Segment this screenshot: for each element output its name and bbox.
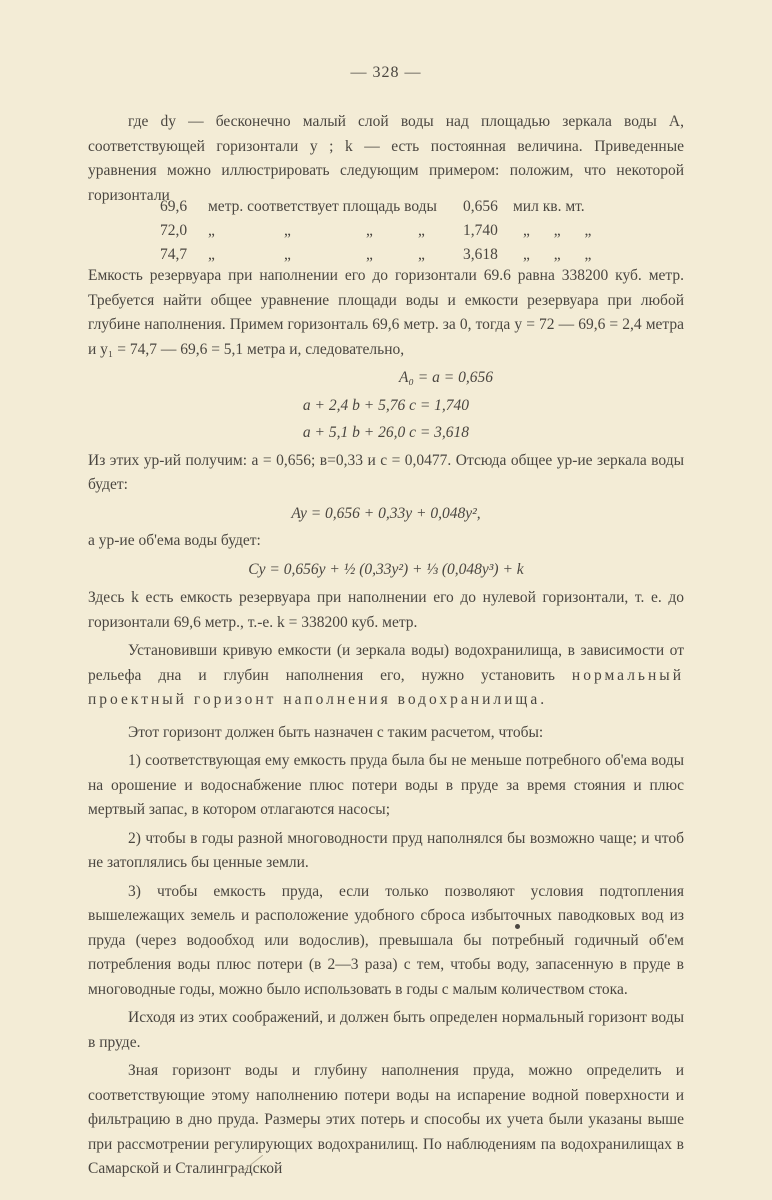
ditto-mark: „ [418,222,425,239]
unit-ditto: „ „ „ [523,246,602,263]
paragraph-volume-intro: а ур-ие об'ема воды будет: [88,532,261,549]
spaced-emphasis: нормальный проектный горизонт наполнения водохранилища. [88,666,685,708]
ditto-mark: „ [284,222,291,239]
paragraph-definition: где dy — бесконечно малый слой воды над площадью зеркала воды A, соответствующей горизонтали y ; k — есть постоянная величина. Приведенные уравнения можно иллюстрировать следующим примером: положим, что некоторой горизонтали [88,113,684,204]
ink-dot [515,924,520,929]
paragraph-k-definition: Здесь k есть емкость резервуара при наполнении его до нулевой горизонтали, т. е. до горизонтали 69,6 метр., т.-е. k = 338200 куб. метр. [88,589,684,631]
paragraph-normal-horizon [88,639,684,713]
paragraph-conditions-intro: Этот горизонт должен быть назначен с таким расчетом, чтобы: [128,723,544,741]
text-block-1 [88,110,684,208]
equation-volume: Cy = 0,656y + ½ (0,33y²) + ⅓ (0,048y³) + k [248,560,524,578]
equation-area: Ay = 0,656 + 0,33y + 0,048y², [291,504,481,522]
level-cell: 72,0 [160,222,188,239]
table-row [88,222,684,246]
level-cell: 74,7 [160,246,188,263]
paragraph-solution: Из этих ур-ий получим: a = 0,656; в=0,33 и c = 0,0477. Отсюда общее ур-ие зеркала воды будет: [88,451,684,493]
value-cell: 3,618 [463,246,498,263]
text-block-2 [88,264,684,1182]
ditto-mark: „ [208,222,215,239]
table-row [88,198,684,222]
list-item-3: 3) чтобы емкость пруда, если только позволяют условия подтопления вышележащих земель и расположение удобного сброса избыточных паводковых вод из пруда (через водообход или водослив), превышала бы потребный годичный об'ем потребления воды плюс потери (в 2—3 раза) с тем, чтобы воду, запасенную в пруде в многоводные годы, можно было использовать в годы с малым количеством стока. [88,882,684,998]
paragraph-text: Установивши кривую емкости (и зеркала воды) водохранилища, в зависимости от рельефа дна и глубин наполнения его, нужно установить [88,642,684,684]
equation-a0: A₀ = a = 0,656 [399,369,493,386]
paragraph-capacity: Емкость резервуара при наполнении его до горизонтали 69.6 равна 338200 куб. метр. Требуется найти общее уравнение площади воды и емкости резервуара при любой глубине наполнения. Примем горизонталь 69,6 метр. за 0, тогда y = 72 — 69,6 = 2,4 метра и y₁ = 74,7 — 69,6 = 5,1 метра и, следовательно, [88,267,684,358]
ditto-mark: „ [284,246,291,263]
ditto-mark: „ [366,246,373,263]
equation-system-2: a + 5,1 b + 26,0 c = 3,618 [302,424,470,441]
paragraph-conclusion: Исходя из этих соображений, и должен быть определен нормальный горизонт воды в пруде. [88,1009,684,1051]
unit-cell: мил кв. мт. [513,198,585,215]
ditto-mark: „ [418,246,425,263]
equation-system-1: a + 2,4 b + 5,76 c = 1,740 [302,396,470,414]
ditto-mark: „ [208,246,215,263]
paragraph-losses: Зная горизонт воды и глубину наполнения пруда, можно определить и соответствующие этому наполнению потери воды на испарение водной поверхности и фильтрацию в дно пруда. Размеры этих потерь и способы их учета были указаны выше при рассмотрении регулирующих водохранилищ. По наблюдениям па водохранилищах в Самарской и Сталинградской [88,1062,684,1177]
level-cell: 69,6 [160,198,188,215]
list-item-1: 1) соответствующая ему емкость пруда была бы не меньше потребного об'ема воды на орошение и водоснабжение плюс потери воды в пруде за время стояния и плюс мертвый запас, в котором отлагаются насосы; [88,752,684,818]
page-number: — 328 — [350,64,422,81]
ditto-mark: „ [366,222,373,239]
list-item-2: 2) чтобы в годы разной многоводности пруд наполнялся бы возможно чаще; и чтоб не затоплялись бы ценные земли. [88,829,684,871]
value-cell: 1,740 [463,222,498,239]
desc-cell: метр. соответствует площадь воды [208,198,437,215]
unit-ditto: „ „ „ [523,222,602,239]
level-area-table [88,198,684,270]
value-cell: 0,656 [463,198,498,215]
